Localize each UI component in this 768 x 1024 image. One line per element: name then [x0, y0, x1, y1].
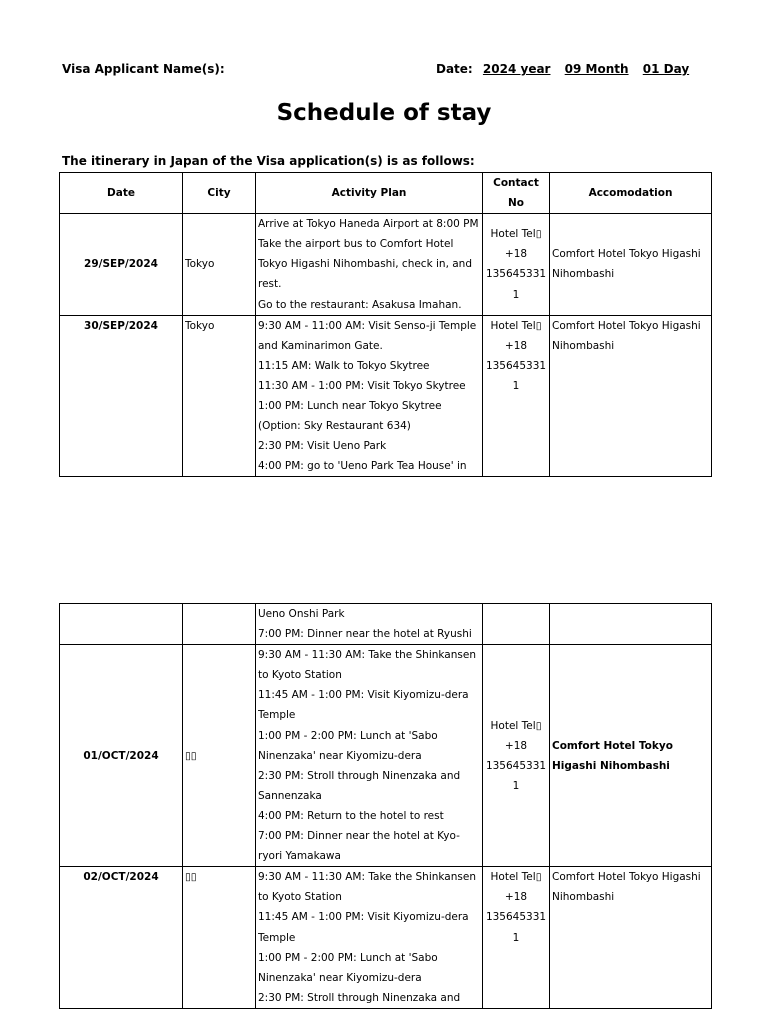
contact-line: +18 [504, 739, 528, 752]
column-header-activity: Activity Plan [256, 173, 483, 214]
activity-line: 2:30 PM: Stroll through Ninenzaka and [258, 991, 461, 1004]
schedule-table-part-2 [59, 603, 712, 1009]
activity-line: Temple [258, 931, 296, 944]
accommodation-line: Higashi Nihombashi [552, 759, 670, 772]
activity-line: to Kyoto Station [258, 669, 342, 682]
activity-line: Temple [258, 709, 296, 722]
contact-line: 135645331 [485, 759, 547, 772]
contact-line: 135645331 [485, 268, 547, 281]
row-date [60, 867, 183, 1009]
contact-line: 1 [512, 779, 520, 792]
activity-line: 11:45 AM - 1:00 PM: Visit Kiyomizu-dera [258, 911, 469, 924]
row-city-text: Tokyo [185, 319, 215, 332]
page-title: Schedule of stay [276, 100, 492, 126]
activity-line: and Kaminarimon Gate. [258, 339, 383, 352]
table-row [60, 315, 712, 477]
activity-line: Go to the restaurant: Asakusa Imahan. [258, 298, 462, 311]
applicant-name-label: Visa Applicant Name(s): [62, 62, 225, 76]
activity-line: (Option: Sky Restaurant 634) [258, 420, 411, 433]
accommodation-line: Comfort Hotel Tokyo Higashi [552, 248, 701, 261]
accommodation-line: Nihombashi [552, 268, 615, 281]
row-accommodation [550, 214, 712, 315]
contact-line: +18 [504, 339, 528, 352]
row-accommodation [550, 315, 712, 477]
activity-line: ryori Yamakawa [258, 850, 341, 863]
contact-line: 1 [512, 288, 520, 301]
row-contact [483, 867, 550, 1009]
row-activity [256, 645, 483, 867]
date-month: 09 Month [564, 62, 629, 76]
accommodation-line: Comfort Hotel Tokyo Higashi [552, 319, 701, 332]
activity-line: Sannenzaka [258, 789, 322, 802]
accommodation-line: Comfort Hotel Tokyo Higashi [552, 871, 701, 884]
row-date-text: 30/SEP/2024 [84, 319, 158, 332]
activity-line: Tokyo Higashi Nihombashi, check in, and [258, 258, 473, 271]
row-date-text: 02/OCT/2024 [83, 871, 159, 884]
activity-line: 7:00 PM: Dinner near the hotel at Kyo- [258, 830, 460, 843]
activity-line: 9:30 AM - 11:00 AM: Visit Senso-ji Temple [258, 319, 477, 332]
activity-line: Ninenzaka' near Kiyomizu-dera [258, 971, 422, 984]
contact-line: 135645331 [485, 359, 547, 372]
activity-line: 9:30 AM - 11:30 AM: Take the Shinkansen [258, 649, 476, 662]
date-line [436, 62, 689, 76]
row-date: 29/SEP/2024 [60, 214, 183, 315]
row-activity [256, 315, 483, 477]
row-city [183, 867, 256, 1009]
row-city [183, 604, 256, 645]
contact-line: Hotel Tel▯ [490, 719, 542, 732]
activity-line: Ueno Onshi Park [258, 608, 345, 620]
row-city [183, 315, 256, 477]
contact-line: Hotel Tel▯ [490, 228, 542, 241]
activity-line: Arrive at Tokyo Haneda Airport at 8:00 PM [258, 218, 479, 231]
accommodation-line: Nihombashi [552, 339, 615, 352]
table-row [60, 214, 712, 315]
date-day: 01 Day [642, 62, 690, 76]
activity-line: 1:00 PM - 2:00 PM: Lunch at 'Sabo [258, 729, 438, 742]
row-contact [483, 604, 550, 645]
date-label: Date: [436, 62, 473, 76]
activity-line: 2:30 PM: Stroll through Ninenzaka and [258, 769, 461, 782]
activity-line: 9:30 AM - 11:30 AM: Take the Shinkansen [258, 871, 476, 884]
row-date [60, 315, 183, 477]
table-row-continuation [60, 604, 712, 645]
activity-line: 4:00 PM: go to 'Ueno Park Tea House' in [258, 460, 467, 473]
column-header-city: City [183, 173, 256, 214]
row-date: 01/OCT/2024 [60, 645, 183, 867]
row-activity [256, 604, 483, 645]
row-city: Tokyo [183, 214, 256, 315]
activity-line: 7:00 PM: Dinner near the hotel at Ryushi [258, 628, 472, 641]
intro-text: The itinerary in Japan of the Visa application(s) is as follows: [62, 154, 475, 168]
schedule-table-part-1 [59, 172, 712, 477]
row-activity [256, 214, 483, 315]
row-contact [483, 645, 550, 867]
row-contact [483, 315, 550, 477]
row-city-text: ▯▯ [185, 871, 197, 884]
contact-line: +18 [504, 248, 528, 261]
activity-line: 1:00 PM: Lunch near Tokyo Skytree [258, 400, 442, 413]
contact-line: Hotel Tel▯ [490, 319, 542, 332]
activity-line: 4:00 PM: Return to the hotel to rest [258, 809, 444, 822]
row-contact [483, 214, 550, 315]
table-row [60, 645, 712, 867]
row-activity [256, 867, 483, 1009]
column-header-date: Date [60, 173, 183, 214]
row-date [60, 604, 183, 645]
column-header-contact [483, 173, 550, 214]
activity-line: to Kyoto Station [258, 891, 342, 904]
contact-line: Hotel Tel▯ [490, 871, 542, 884]
row-accommodation [550, 604, 712, 645]
column-header-accommodation: Accomodation [550, 173, 712, 214]
table-header-row [60, 173, 712, 214]
date-year: 2024 year [482, 62, 551, 76]
activity-line: 11:45 AM - 1:00 PM: Visit Kiyomizu-dera [258, 689, 469, 702]
activity-line: Ninenzaka' near Kiyomizu-dera [258, 749, 422, 762]
row-city: ▯▯ [183, 645, 256, 867]
accommodation-line: Comfort Hotel Tokyo [552, 739, 673, 752]
contact-header-line: Contact [493, 177, 539, 189]
contact-header-line: No [507, 197, 524, 210]
activity-line: 11:15 AM: Walk to Tokyo Skytree [258, 359, 430, 372]
contact-line: +18 [504, 891, 528, 904]
row-accommodation [550, 645, 712, 867]
activity-line: 11:30 AM - 1:00 PM: Visit Tokyo Skytree [258, 379, 466, 392]
contact-line: 1 [512, 379, 520, 392]
activity-line: rest. [258, 278, 282, 291]
activity-line: 2:30 PM: Visit Ueno Park [258, 440, 387, 453]
accommodation-line: Nihombashi [552, 891, 615, 904]
table-row [60, 867, 712, 1009]
contact-line: 135645331 [485, 911, 547, 924]
contact-line: 1 [512, 931, 520, 944]
row-accommodation [550, 867, 712, 1009]
activity-line: Take the airport bus to Comfort Hotel [258, 238, 454, 251]
activity-line: 1:00 PM - 2:00 PM: Lunch at 'Sabo [258, 951, 438, 964]
